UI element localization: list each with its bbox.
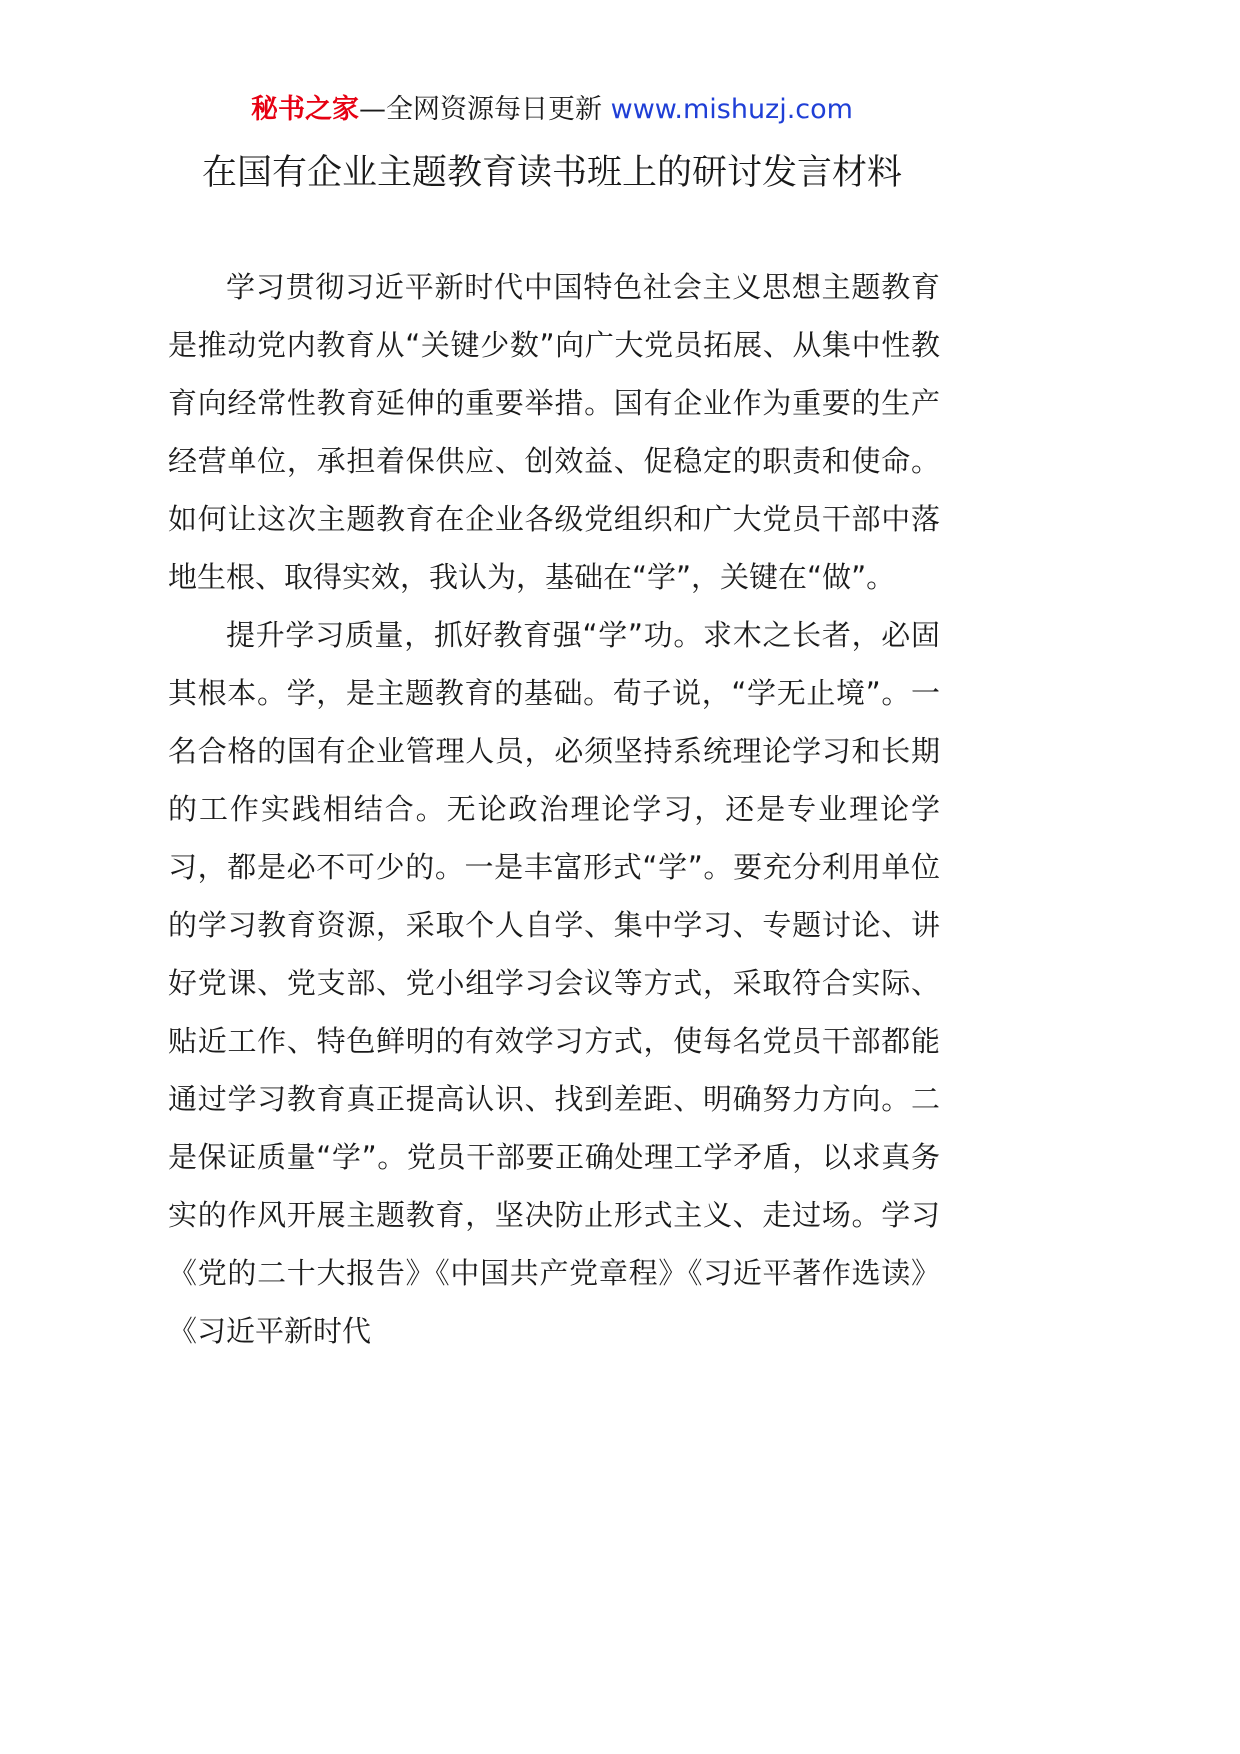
header-tagline: —全网资源每日更新: [359, 94, 611, 125]
document-title: 在国有企业主题教育读书班上的研讨发言材料: [201, 153, 902, 193]
paragraph-study-quality: 提升学习质量，抓好教育强“学”功。求木之长者，必固其根本。学，是主题教育的基础。荀子说，“学无止境”。一名合格的国有企业管理人员，必须坚持系统理论学习和长期的工作实践相结合。无论政治理论学习，还是专业理论学习，都是必不可少的。一是丰富形式“学”。要充分利用单位的学习教育资源，采取个人自学、集中学习、专题讨论、讲好党课、党支部、党小组学习会议等方式，采取符合实际、贴近工作、特色鲜明的有效学习方式，使每名党员干部都能通过学习教育真正提高认识、找到差距、明确努力方向。二是保证质量“学”。党员干部要正确处理工学矛盾，以求真务实的作风开展主题教育，坚决防止形式主义、走过场。学习《党的二十大报告》《中国共产党章程》《习近平著作选读》《习近平新时代: [168, 618, 940, 1348]
brand-name: 秘书之家: [251, 94, 360, 125]
site-url-link[interactable]: www.mishuzj.com: [610, 94, 853, 125]
paragraph-intro: 学习贯彻习近平新时代中国特色社会主义思想主题教育是推动党内教育从“关键少数”向广大党员拓展、从集中性教育向经常性教育延伸的重要举措。国有企业作为重要的生产经营单位，承担着保供应、创效益、促稳定的职责和使命。如何让这次主题教育在企业各级党组织和广大党员干部中落地生根、取得实效，我认为，基础在“学”，关键在“做”。: [168, 270, 940, 594]
document-body: [168, 258, 940, 1360]
site-header: [0, 90, 1104, 130]
